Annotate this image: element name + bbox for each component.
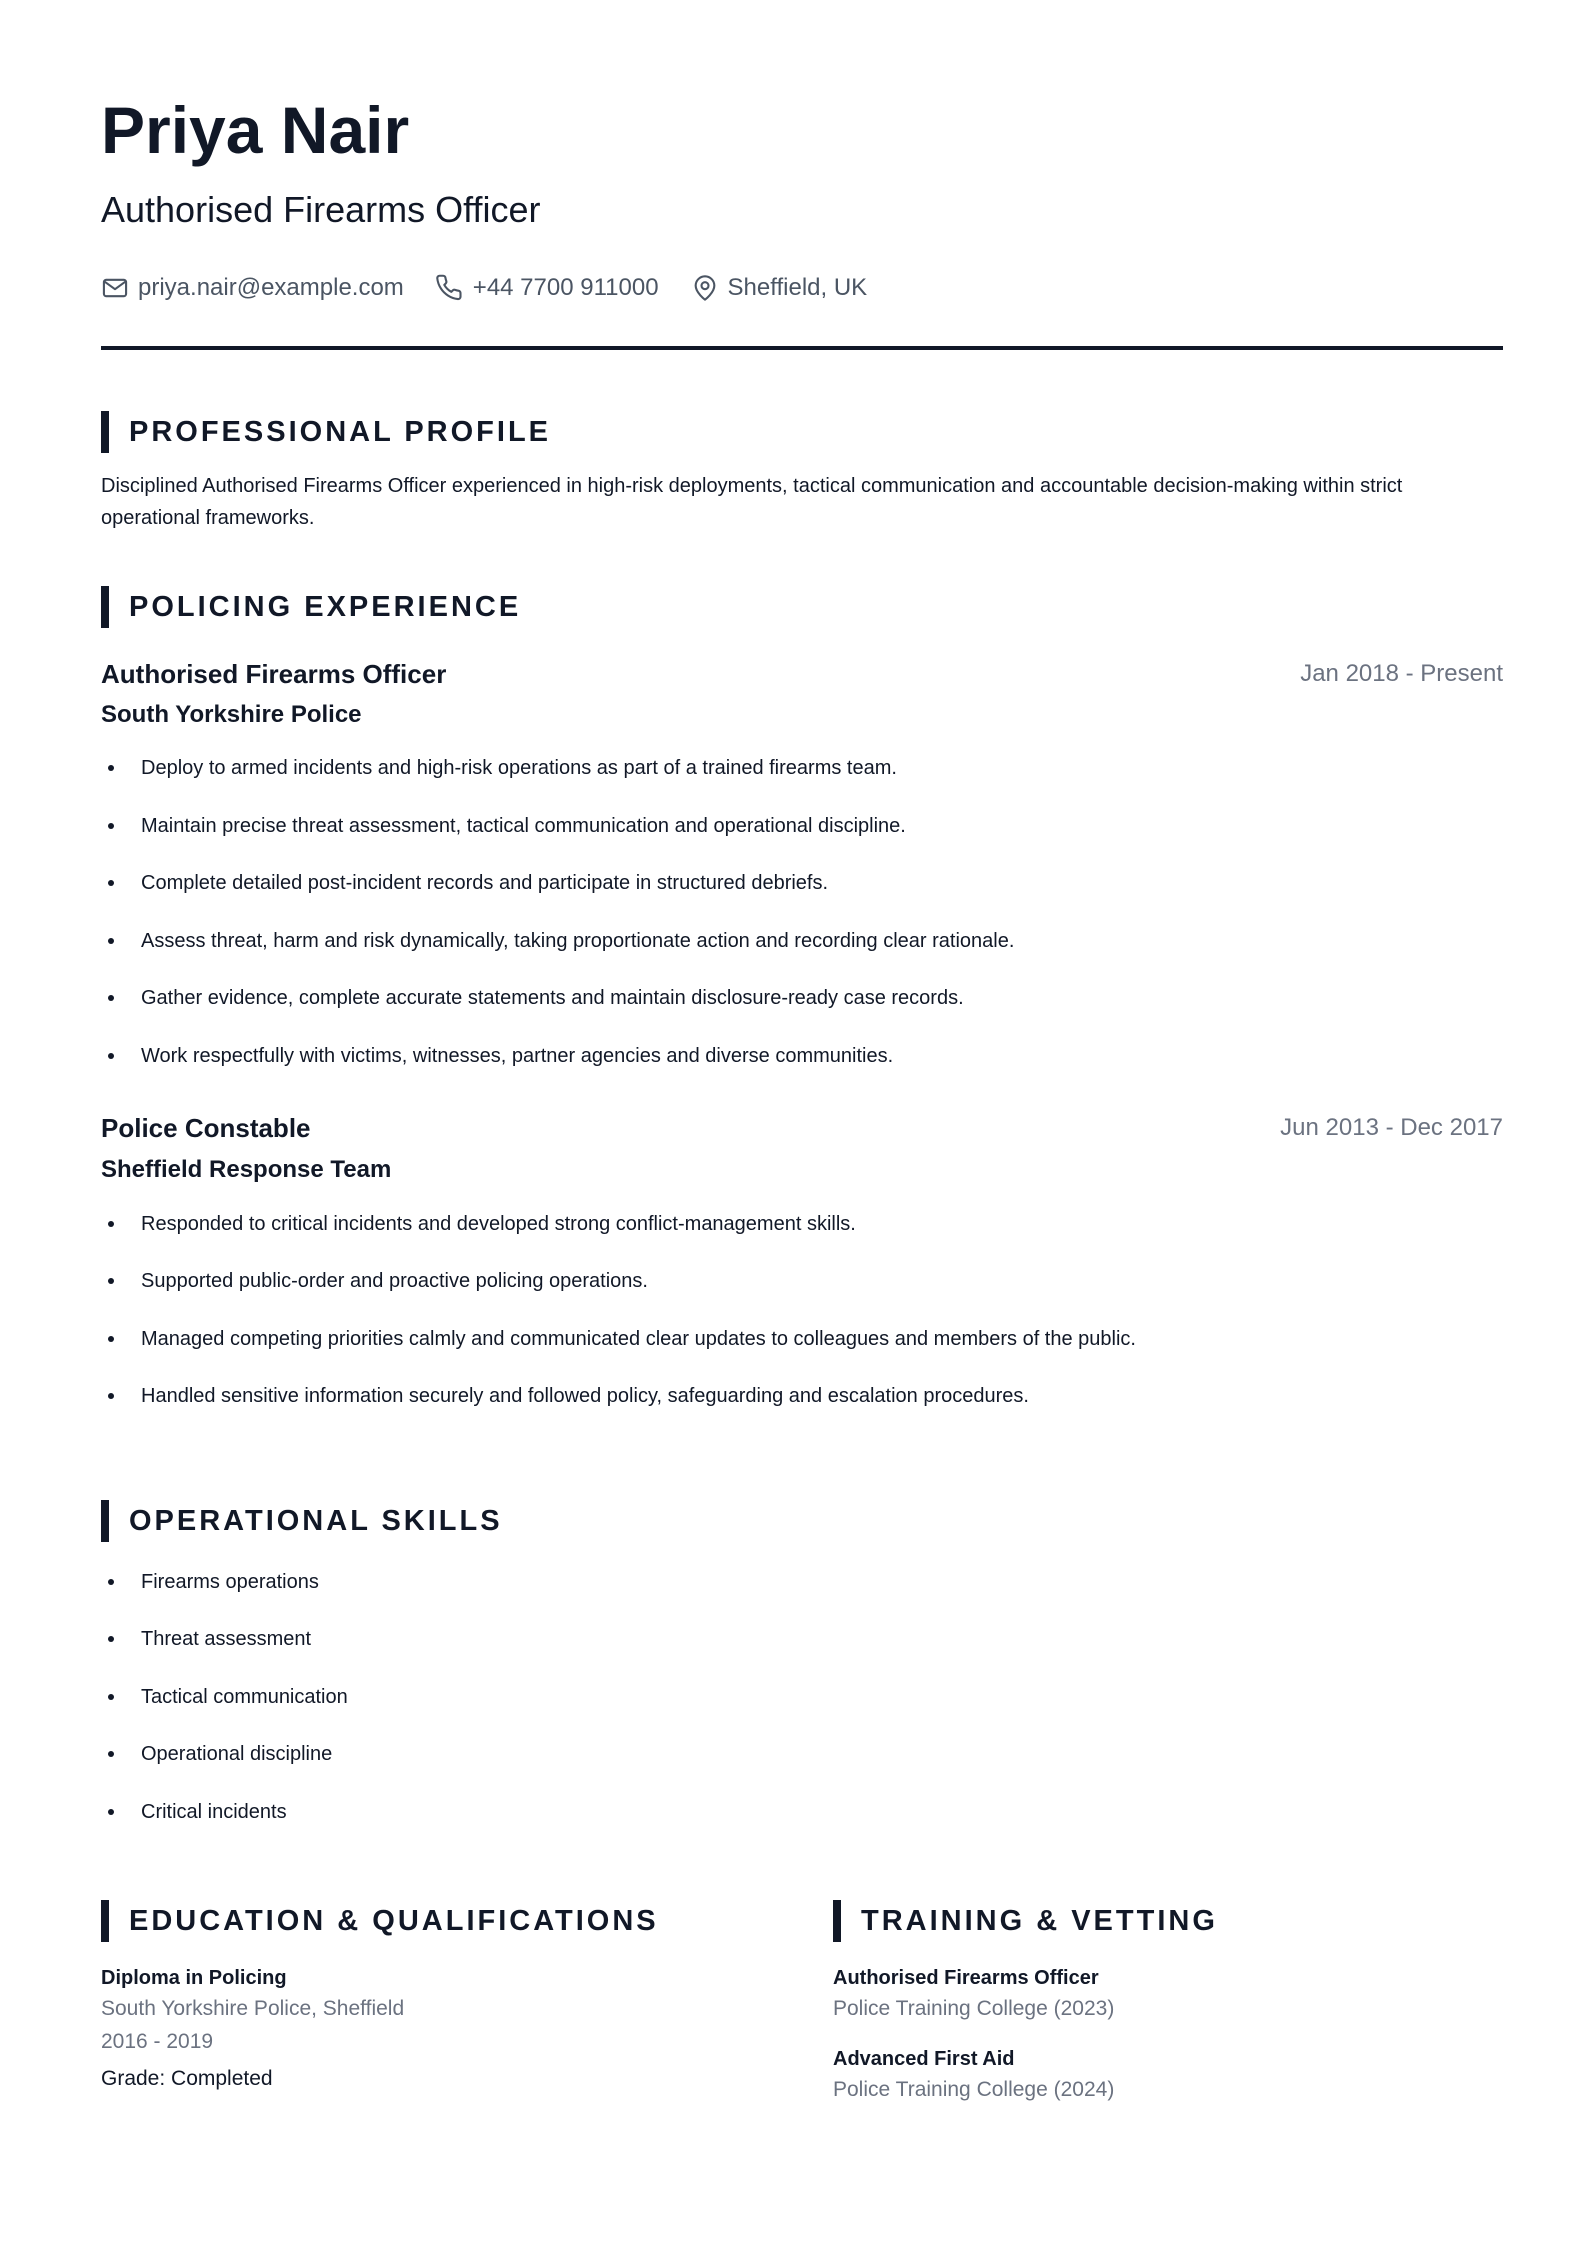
- section-heading-education: [101, 1900, 659, 1942]
- header-divider: [101, 346, 1503, 350]
- section-title: EDUCATION & QUALIFICATIONS: [129, 1905, 659, 1937]
- skill-item: Tactical communication: [101, 1683, 1503, 1711]
- training-detail: Police Training College (2023): [833, 1997, 1115, 2020]
- contact-email[interactable]: [101, 272, 404, 304]
- section-accent-bar: [833, 1900, 841, 1942]
- contact-location: [691, 272, 868, 304]
- section-heading-experience: [101, 586, 521, 628]
- list-item: Supported public-order and proactive policing operations.: [101, 1267, 1503, 1295]
- map-pin-icon: [691, 274, 719, 302]
- list-item: Work respectfully with victims, witnesses, partner agencies and diverse communities.: [101, 1042, 1503, 1070]
- job-organisation: South Yorkshire Police: [101, 701, 362, 728]
- list-item: Managed competing priorities calmly and communicated clear updates to colleagues and members of the public.: [101, 1325, 1503, 1353]
- section-accent-bar: [101, 1900, 109, 1942]
- section-heading-profile: [101, 411, 551, 453]
- contact-location-text: Sheffield, UK: [727, 274, 868, 301]
- section-title: PROFESSIONAL PROFILE: [129, 416, 552, 448]
- list-item: Assess threat, harm and risk dynamically, taking proportionate action and recording clear rationale.: [101, 927, 1503, 955]
- job-date: Jun 2013 - Dec 2017: [1280, 1114, 1503, 1141]
- list-item: Handled sensitive information securely and followed policy, safeguarding and escalation procedures.: [101, 1382, 1503, 1410]
- profile-summary: Disciplined Authorised Firearms Officer experienced in high-risk deployments, tactical communication and accountable decision-making within strict operational frameworks.: [101, 475, 1403, 529]
- contact-phone-text: +44 7700 911000: [472, 274, 659, 301]
- qualification-institution: South Yorkshire Police, Sheffield: [101, 1997, 405, 2020]
- education-entry: [101, 1964, 801, 2095]
- list-item: Deploy to armed incidents and high-risk operations as part of a trained firearms team.: [101, 754, 1503, 782]
- section-accent-bar: [101, 586, 109, 628]
- section-title: OPERATIONAL SKILLS: [129, 1505, 503, 1537]
- section-heading-training: [833, 1900, 1218, 1942]
- qualification-years: 2016 - 2019: [101, 2030, 214, 2053]
- contact-email-text: priya.nair@example.com: [138, 274, 404, 301]
- candidate-role: Authorised Firearms Officer: [101, 189, 541, 230]
- training-title: Authorised Firearms Officer: [833, 1967, 1099, 1989]
- skill-item: Operational discipline: [101, 1740, 1503, 1768]
- qualification-title: Diploma in Policing: [101, 1967, 287, 1989]
- list-item: Gather evidence, complete accurate statements and maintain disclosure-ready case records.: [101, 984, 1503, 1012]
- phone-icon: [436, 274, 464, 302]
- training-title: Advanced First Aid: [833, 2048, 1015, 2070]
- list-item: Maintain precise threat assessment, tactical communication and operational discipline.: [101, 812, 1503, 840]
- section-title: TRAINING & VETTING: [861, 1905, 1218, 1937]
- job-organisation: Sheffield Response Team: [101, 1156, 392, 1183]
- section-heading-skills: [101, 1500, 503, 1542]
- job-title: Police Constable: [101, 1113, 311, 1143]
- qualification-grade: Grade: Completed: [101, 2067, 273, 2090]
- contact-phone[interactable]: [436, 272, 659, 304]
- training-entry: [833, 1964, 1533, 2025]
- skill-item: Critical incidents: [101, 1798, 1503, 1826]
- training-detail: Police Training College (2024): [833, 2078, 1115, 2101]
- list-item: Complete detailed post-incident records and participate in structured debriefs.: [101, 869, 1503, 897]
- skill-item: Firearms operations: [101, 1568, 1503, 1596]
- contact-row: [101, 272, 899, 304]
- job-date: Jan 2018 - Present: [1300, 660, 1503, 687]
- mail-icon: [101, 274, 129, 302]
- section-title: POLICING EXPERIENCE: [129, 591, 522, 623]
- list-item: Responded to critical incidents and developed strong conflict-management skills.: [101, 1210, 1503, 1238]
- skill-item: Threat assessment: [101, 1625, 1503, 1653]
- section-accent-bar: [101, 411, 109, 453]
- job-title: Authorised Firearms Officer: [101, 659, 447, 689]
- candidate-name: Priya Nair: [101, 93, 410, 167]
- training-entry: [833, 2045, 1533, 2106]
- section-accent-bar: [101, 1500, 109, 1542]
